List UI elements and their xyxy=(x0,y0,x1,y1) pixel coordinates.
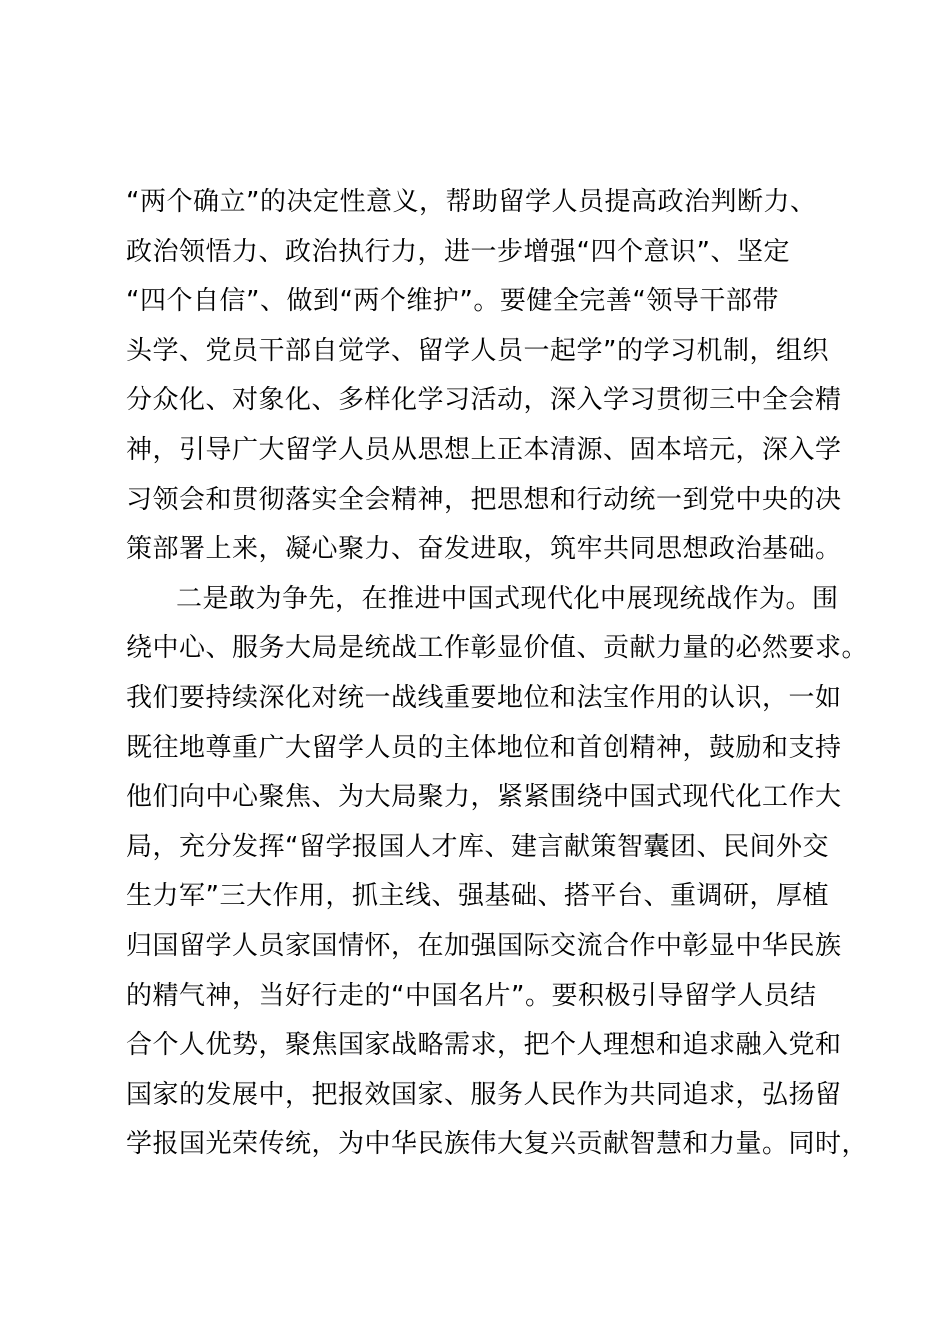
text-line: 他们向中心聚焦、为大局聚力，紧紧围绕中国式现代化工作大 xyxy=(126,782,842,813)
text-line: “两个确立”的决定性意义，帮助留学人员提高政治判断力、 xyxy=(126,187,817,217)
text-line: 二是敢为争先，在推进中国式现代化中展现统战作为。围 xyxy=(176,583,839,614)
text-line: 学报国光荣传统，为中华民族伟大复兴贡献智慧和力量。同时， xyxy=(126,1129,869,1160)
text-line: 我们要持续深化对统一战线重要地位和法宝作用的认识，一如 xyxy=(126,682,842,713)
text-line: 归国留学人员家国情怀，在加强国际交流合作中彰显中华民族 xyxy=(126,930,842,961)
paragraph-2 xyxy=(126,575,869,1170)
text-line: 头学、党员干部自觉学、留学人员一起学”的学习机制，组织 xyxy=(126,335,829,366)
text-line: 的精气神，当好行走的“中国名片”。要积极引导留学人员结 xyxy=(126,980,817,1011)
text-line: 神，引导广大留学人员从思想上正本清源、固本培元，深入学 xyxy=(126,434,842,465)
text-line: 既往地尊重广大留学人员的主体地位和首创精神，鼓励和支持 xyxy=(126,732,842,763)
text-line: 国家的发展中，把报效国家、服务人民作为共同追求，弘扬留 xyxy=(126,1079,842,1110)
text-line: 局，充分发挥“留学报国人才库、建言献策智囊团、民间外交 xyxy=(126,831,829,862)
text-line: “四个自信”、做到“两个维护”。要健全完善“领导干部带 xyxy=(126,286,779,317)
text-line: 绕中心、服务大局是统战工作彰显价值、贡献力量的必然要求。 xyxy=(126,633,869,664)
text-line: 习领会和贯彻落实全会精神，把思想和行动统一到党中央的决 xyxy=(126,484,842,515)
text-line: 策部署上来，凝心聚力、奋发进取，筑牢共同思想政治基础。 xyxy=(126,534,842,565)
text-line: 分众化、对象化、多样化学习活动，深入学习贯彻三中全会精 xyxy=(126,385,842,416)
text-line: 生力军”三大作用，抓主线、强基础、搭平台、重调研，厚植 xyxy=(126,881,829,912)
text-line: 政治领悟力、政治执行力，进一步增强“四个意识”、坚定 xyxy=(126,236,790,267)
paragraph-1 xyxy=(126,178,846,575)
body-text xyxy=(126,178,869,1170)
text-line: 合个人优势，聚焦国家战略需求，把个人理想和追求融入党和 xyxy=(126,1030,842,1061)
